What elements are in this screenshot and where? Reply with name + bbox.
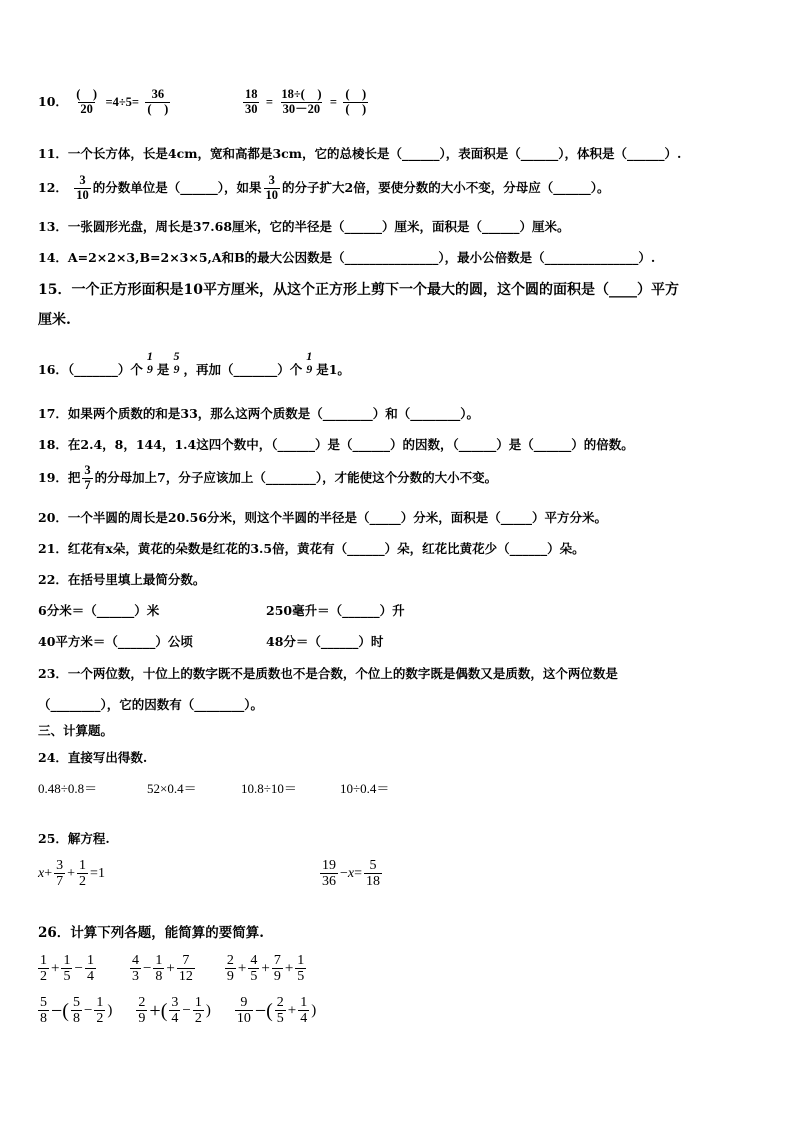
fraction: $\frac{( )}{( )}$ [345,87,367,116]
fraction: $\frac{3}{10}$ [265,173,279,202]
question-number: 11． [38,146,68,161]
operator: +( [149,999,168,1022]
fraction: $\frac{5}{18}$ [366,858,381,890]
question-22 [38,574,205,587]
fraction: $\frac{3}{10}$ [76,173,89,202]
question-18 [38,439,634,452]
fraction: $\frac{3}{7}$ [84,463,91,492]
question-number: 19． [38,469,68,485]
q22-item: 250毫升＝（______）升 [266,603,405,618]
question-number: 22． [38,572,68,587]
question-19: 19．把 $\frac{3}{7}$ 的分母加上7，分子应该加上（________），才能使这个分数的大小不变。 [38,463,498,492]
operator: ) [311,1002,317,1019]
expression [36,953,98,985]
operator: + [284,960,294,977]
fraction: $\frac{1}{8}$ [155,953,163,985]
operator: − [142,960,152,977]
operator: − [83,1002,93,1019]
q22-item: 40平方米＝（______）公顷 [38,634,193,649]
fraction: $\frac{1}{4}$ [300,995,308,1027]
q24-item: 10.8÷10＝ [241,781,297,796]
fraction: $\frac{2}{9}$ [138,995,146,1027]
question-text: 在括号里填上最简分数。 [67,572,206,587]
fraction: $\frac{18\div( )}{30-20}$ [281,87,322,116]
question-25 [38,833,110,846]
question-12: 12． $\frac{3}{10}$ 的分数单位是（______），如果 $\frac{3}{10}$ 的分子扩大2倍，要使分数的大小不变，分母应（______）。 [38,173,610,202]
question-number: 17． [38,406,68,421]
fraction: $\frac{4}{3}$ [131,953,139,985]
q22-item: 6分米＝（______）米 [38,603,160,618]
question-text: A=2×2×3,B=2×3×5,A和B的最大公因数是（_______________），最小公倍数是（_______________）. [67,250,656,265]
question-20 [38,512,607,525]
fraction: $\frac{18}{30}$ [244,87,258,116]
question-number: 18． [38,437,68,452]
fraction: $\frac{9}{10}$ [236,995,251,1027]
operator: ) [205,1002,211,1019]
question-number: 15． [38,282,72,298]
fraction: $\frac{5}{8}$ [72,995,80,1027]
question-number: 16． [38,361,68,377]
question-11 [38,148,681,161]
question-16: 16．（_______）个 1 9 是 5 9 ，再加（_______）个 1 9 是1。 [38,349,350,377]
fraction: $\frac{2}{5}$ [276,995,284,1027]
section-heading: 三、计算题。 [38,723,114,738]
question-14 [38,252,655,265]
question-23 [38,668,618,681]
fraction: $\frac{2}{9}$ [226,953,234,985]
fraction: $\frac{19}{36}$ [322,858,336,890]
question-text: 直接写出得数. [67,750,148,765]
equation-1: x+ $\frac{3}{7}$ + $\frac{1}{2}$ =1 [38,858,105,890]
question-text: 如果两个质数的和是33，那么这两个质数是（________）和（________）。 [67,406,480,421]
fraction: 1 9 [306,349,313,377]
question-13 [38,221,570,234]
expression [233,995,316,1027]
question-number: 23． [38,666,68,681]
fraction: $\frac{1}{5}$ [63,953,71,985]
question-number: 26． [38,925,71,941]
question-text: 计算下列各题，能简算的要简算. [70,925,264,941]
expression [36,995,112,1027]
operator: + [261,960,270,977]
operator: −( [51,999,69,1022]
question-text: 一个长方体，长是4cm，宽和高都是3cm，它的总棱长是（______），表面积是（______），体积是（______）. [67,146,682,161]
expression [134,995,210,1027]
fraction: 1 9 [146,349,153,377]
expression [223,953,308,985]
fraction: $\frac{3}{4}$ [171,995,179,1027]
question-text: 一个半圆的周长是20.56分米，则这个半圆的半径是（_____）分米，面积是（_____）平方分米。 [67,510,608,525]
question-text: 一个正方形面积是10平方厘米，从这个正方形上剪下一个最大的圆，这个圆的面积是（____）平方 [71,282,679,298]
question-26 [38,927,264,941]
fraction: $\frac{1}{2}$ [79,858,87,890]
fraction: $\frac{7}{12}$ [178,953,193,985]
question-text: 一张圆形光盘，周长是37.68厘米，它的半径是（______）厘米，面积是（______）厘米。 [67,219,570,234]
fraction: $\frac{4}{5}$ [250,953,258,985]
fraction: $\frac{( )}{20}$ [76,87,98,116]
question-text: 一个两位数，十位上的数字既不是质数也不是合数，个位上的数字既是偶数又是质数，这个两位数是 [67,666,618,681]
fraction: 5 9 [173,349,180,377]
operator: + [166,960,175,977]
operator: ) [107,1002,113,1019]
question-text: 解方程. [67,831,110,846]
operator: + [237,960,247,977]
fraction: $\frac{7}{9}$ [273,953,281,985]
q22-item: 48分＝（______）时 [266,634,384,649]
fraction: $\frac{1}{5}$ [297,953,305,985]
operator: − [182,1002,191,1019]
operator: −( [254,999,273,1022]
q24-item: 10÷0.4＝ [340,781,390,796]
equation-2: $\frac{19}{36}$ −x= $\frac{5}{18}$ [322,858,381,890]
question-text: 红花有x朵，黄花的朵数是红花的3.5倍，黄花有（______）朵，红花比黄花少（______）朵。 [67,541,585,556]
question-number: 10． [38,93,68,109]
expression [128,953,197,985]
q24-item: 0.48÷0.8＝ [38,781,98,796]
question-number: 21． [38,541,68,556]
fraction: $\frac{1}{4}$ [86,953,94,985]
operator: + [287,1002,297,1019]
fraction: $\frac{1}{2}$ [96,995,104,1027]
question-21 [38,543,585,556]
q24-item: 52×0.4＝ [147,781,197,796]
question-number: 25． [38,831,68,846]
fraction: $\frac{1}{2}$ [194,995,202,1027]
question-23-continued: （________），它的因数有（________）。 [38,697,264,712]
question-number: 12． [38,179,68,195]
fraction: $\frac{36}{( )}$ [147,87,169,116]
q26-row-1 [36,953,308,985]
question-text: 在2.4，8，144，1.4这四个数中，（______）是（______）的因数，（______）是（______）的倍数。 [67,437,634,452]
q26-row-2 [36,995,316,1027]
operator: + [51,960,60,977]
question-number: 20． [38,510,68,525]
fraction: $\frac{5}{8}$ [40,995,47,1027]
fraction: $\frac{3}{7}$ [56,858,64,890]
operator: − [74,960,83,977]
question-17 [38,408,479,421]
fraction: $\frac{1}{2}$ [40,953,47,985]
question-number: 13． [38,219,68,234]
question-24 [38,752,147,765]
question-number: 24． [38,750,68,765]
question-15 [38,283,679,297]
question-number: 14． [38,250,68,265]
question-15-continued: 厘米. [38,312,71,328]
question-10: 10． $\frac{( )}{20}$ =4÷5= $\frac{36}{( )}$ $\frac{18}{30}$ = $\frac{18\div( )}{30-20}$ = $\frac{( )}{( )}$ [38,87,367,116]
